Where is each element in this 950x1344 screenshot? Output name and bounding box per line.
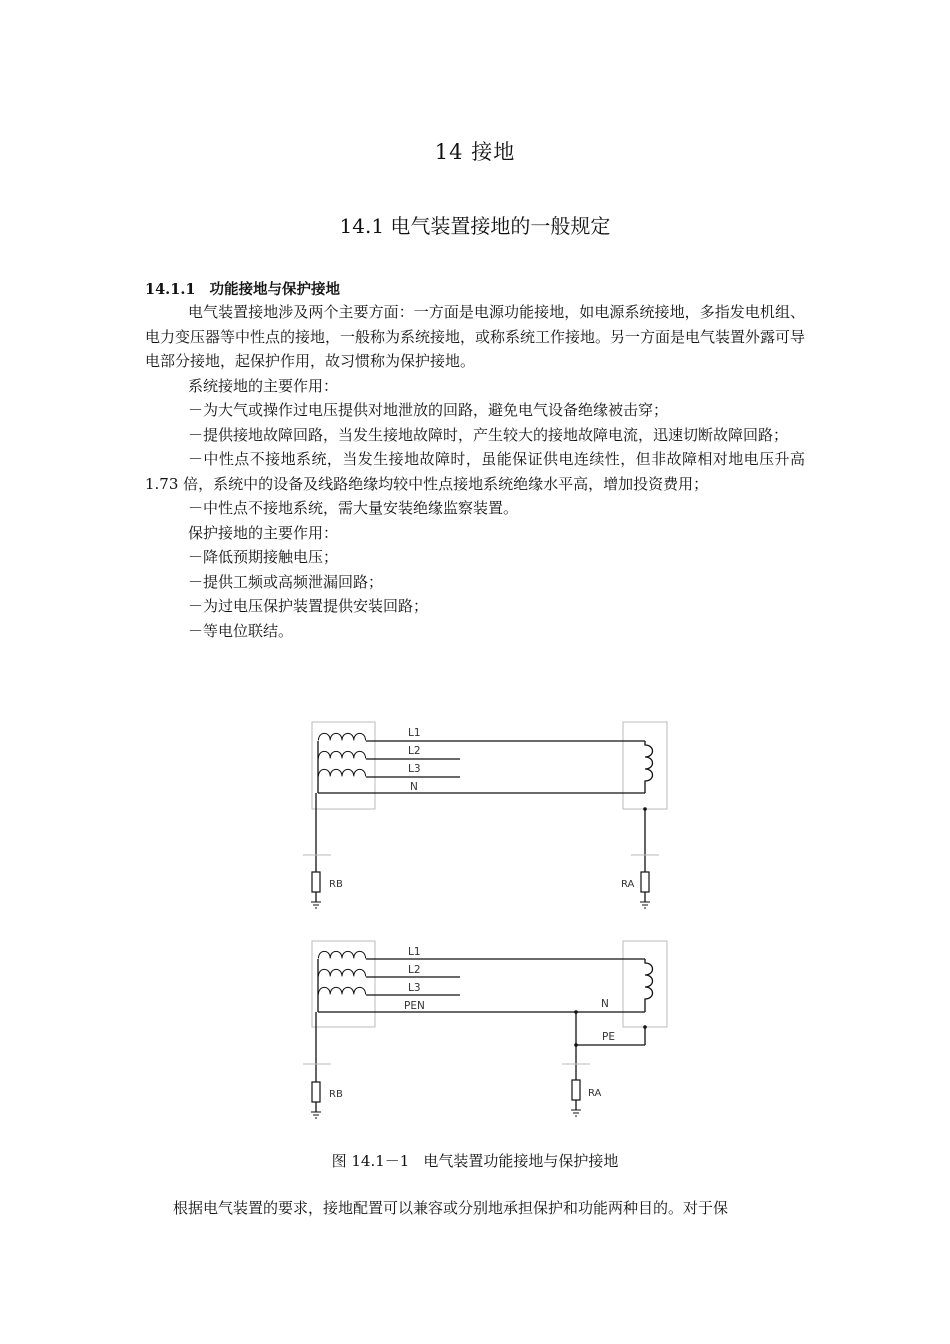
resistor-rb-icon <box>312 872 320 892</box>
label-ra: RA <box>621 879 635 890</box>
label-rb: RB <box>329 1089 343 1100</box>
label-l1: L1 <box>408 727 421 739</box>
diagram-tn-separate <box>303 722 667 908</box>
protect-item-1: －降低预期接触电压； <box>188 548 339 566</box>
figure-caption <box>0 1150 950 1171</box>
label-n: N <box>410 781 418 793</box>
resistor-ra-icon <box>572 1080 580 1100</box>
subsection-number: 14.1.1 <box>145 281 196 298</box>
load-box <box>623 941 667 1027</box>
label-n: N <box>601 998 609 1010</box>
figure-caption-text: 电气装置功能接地与保护接地 <box>423 1152 619 1170</box>
label-l2: L2 <box>408 964 421 976</box>
label-pe: PE <box>602 1031 615 1043</box>
label-ra: RA <box>588 1088 602 1099</box>
load-box <box>623 722 667 809</box>
ground-ra-icon <box>640 902 650 908</box>
closing-paragraph: 根据电气装置的要求，接地配置可以兼容或分别地承担保护和功能两种目的。对于保 <box>173 1199 729 1217</box>
resistor-rb-icon <box>312 1082 320 1102</box>
system-item-3: －中性点不接地系统，当发生接地故障时，虽能保证供电连续性，但非故障相对地电压升高 1.73 倍，系统中的设备及线路绝缘均较中性点接地系统绝缘水平高，增加投资费用； <box>145 450 805 493</box>
protect-item-4: －等电位联结。 <box>188 621 294 640</box>
protect-heading: 保护接地的主要作用： <box>188 523 339 542</box>
label-pen: PEN <box>404 1000 425 1012</box>
load-coil-icon <box>645 959 653 1012</box>
system-item-4: －中性点不接地系统，需大量安装绝缘监察装置。 <box>188 499 519 517</box>
section-title: 14.1 电气装置接地的一般规定 <box>339 214 611 238</box>
label-l3: L3 <box>408 982 421 994</box>
figure-number: 图 14.1－1 <box>331 1152 410 1170</box>
ground-rb-icon <box>311 902 321 908</box>
ground-ra-icon <box>571 1110 581 1116</box>
system-heading: 系统接地的主要作用： <box>188 376 339 395</box>
label-rb: RB <box>329 879 343 890</box>
ground-rb-icon <box>311 1112 321 1118</box>
protect-item-2: －提供工频或高频泄漏回路； <box>188 572 384 591</box>
intro-paragraph: 电气装置接地涉及两个主要方面：一方面是电源功能接地，如电源系统接地，多指发电机组、电力变压器等中性点的接地，一般称为系统接地，或称系统工作接地。另一方面是电气装置外露可导电部分接地，起保护作用，故习惯称为保护接地。 <box>145 303 806 370</box>
label-l3: L3 <box>408 763 421 775</box>
diagram-tn-c-s <box>303 941 667 1118</box>
system-item-1: －为大气或操作过电压提供对地泄放的回路，避免电气设备绝缘被击穿； <box>188 401 669 419</box>
resistor-ra-icon <box>641 872 649 892</box>
load-coil-icon <box>645 741 653 793</box>
chapter-title: 14 接地 <box>434 140 516 164</box>
system-item-2: －提供接地故障回路，当发生接地故障时，产生较大的接地故障电流，迅速切断故障回路； <box>188 425 789 444</box>
subsection-title: 功能接地与保护接地 <box>209 281 340 298</box>
label-l1: L1 <box>408 946 421 958</box>
protect-item-3: －为过电压保护装置提供安装回路； <box>188 597 429 615</box>
transformer-coil-icon <box>318 733 365 776</box>
label-l2: L2 <box>408 745 421 757</box>
transformer-coil-icon <box>318 951 365 994</box>
